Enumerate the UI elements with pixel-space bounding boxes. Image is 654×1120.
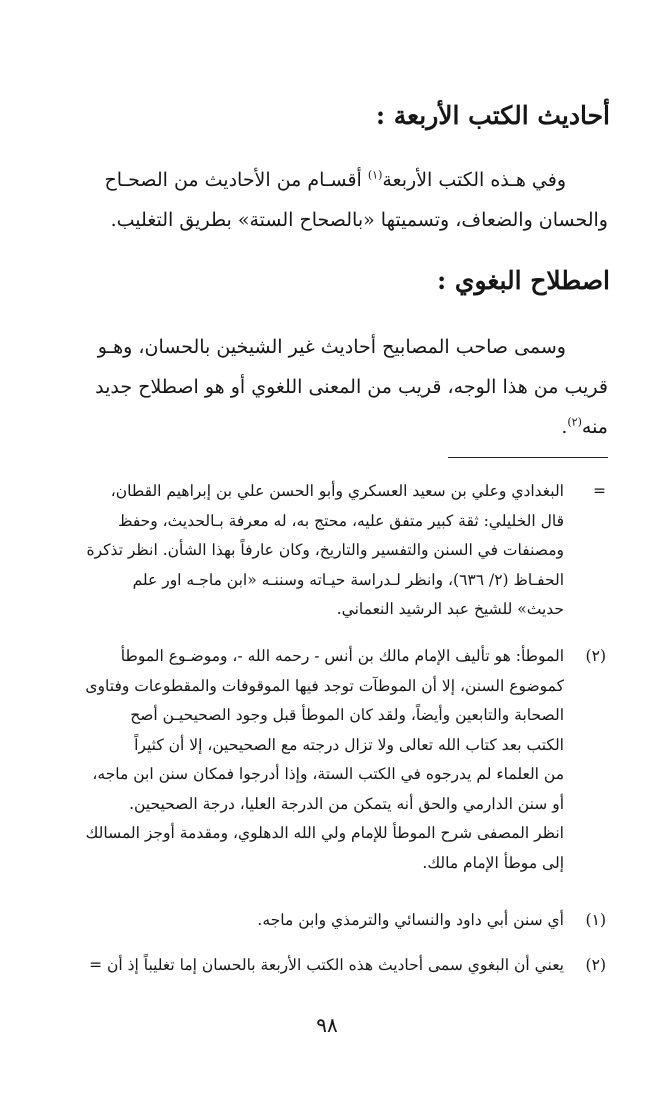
footnote-ref-2: (٢) [567,415,582,429]
paragraph-line: وفي هـذه الكتب الأربعة$^{(١)}$ أقسـام من الأحاديث من الصحـاح [104,168,566,191]
footnote-line: إلى موطأ الإمام مالك. [422,853,564,872]
footnote-1 [40,906,606,936]
footnote-marker: (٢) [585,956,606,974]
paragraph-line: منه$^{(٢)}$. [561,415,608,438]
footnote-ref-1: (١) [367,168,383,182]
footnote-line: يعني أن البغوي سمى أحاديث هذه الكتب الأربعة بالحسان إما تغليباً إذ أن = [89,956,564,974]
footnote-separator [448,457,608,458]
paragraph-baghawi [42,327,608,447]
section-heading-four-books: أحاديث الكتب الأربعة : [375,101,610,130]
footnote-line: الحفـاظ (٢/ ٦٣٦)، وانظر لـدراسة حيـاته وسننـه «ابن ماجـه اور علم [132,570,564,589]
footnote-line: الصحابة والتابعين وأيضاً، ولقد كان الموطأ قبل وجود الصحيحيـن أصح [130,706,564,724]
paragraph-line: وسمى صاحب المصابيح أحاديث غير الشيخين بالحسان، وهـو [97,336,566,358]
paragraph-line: قريب من هذا الوجه، قريب من المعنى اللغوي أو هو اصطلاح جديد [95,376,608,398]
footnote-line: أو سنن الدارمي والحق أنه يتمكن من الدرجة العليا، درجة الصحيحين. [129,794,564,813]
footnote-line: البغدادي وعلي بن سعيد العسكري وأبو الحسن علي بن إبراهيم القطان، [110,482,564,500]
footnote-line: ومصنفات في السنن والتفسير والتاريخ، وكان عارفاً بهذا الشأن. انظر تذكرة [86,541,564,559]
section-heading-baghawi: اصطلاح البغوي : [436,266,610,295]
footnote-marker: (٢) [585,647,606,665]
footnote-line: قال الخليلي: ثقة كبير متفق عليه، محتج به، له معرفة بـالحديث، وحفظ [118,511,564,530]
footnote-marker: = [593,482,606,500]
footnote-line: من العلماء لم يدرجوه في الكتب الستة، وإذا أدرجوا فمكان سنن ابن ماجه، [92,765,564,783]
footnote-line: الموطأ: هو تأليف الإمام مالك بن أنس - رحمه الله -، وموضـوع الموطأ [120,647,564,665]
footnote-2 [40,951,606,981]
paragraph-four-books [42,160,608,240]
footnote-line: انظر المصفى شرح الموطأ للإمام ولي الله الدهلوي، ومقدمة أوجز المسالك [85,824,564,842]
footnote-line: كموضوع السنن، إلا أن الموطآت توجد فيها الموقوفات والمقطوعات وفتاوى [85,676,564,695]
page-number: ٩٨ [316,1013,338,1037]
footnote-line: الكتب بعد كتاب الله تعالى ولا تزال درجته مع الصحيحين، إلا أن كثيراً [134,735,564,754]
footnote-marker: (١) [585,911,606,929]
footnote-line: أي سنن أبي داود والنسائي والترمذي وابن ماجه. [257,911,564,929]
paragraph-line: والحسان والضعاف، وتسميتها «بالصحاح الستة» بطريق التغليب. [110,209,608,231]
footnote-continued [40,477,606,625]
footnote-line: حديث» للشيخ عبد الرشيد النعماني. [336,600,564,618]
footnote-muwatta [40,642,606,878]
